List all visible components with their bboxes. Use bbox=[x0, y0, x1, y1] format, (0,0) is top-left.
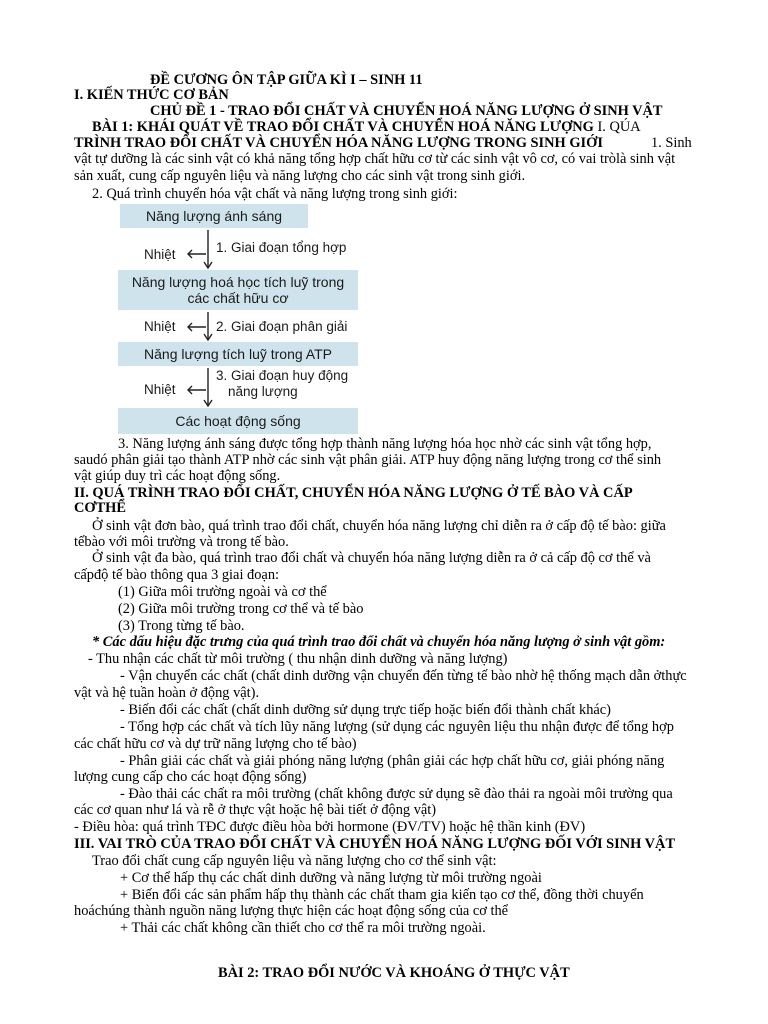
stage3-line: 3. Giai đoạn huy động bbox=[216, 368, 349, 383]
section2-heading: II. QUÁ TRÌNH TRAO ĐỔI CHẤT, CHUYỂN HÓA NĂNG LƯỢNG Ở TẾ BÀO VÀ CẤP bbox=[74, 485, 633, 501]
section2-para: Ở sinh vật đa bào, quá trình trao đổi chất và chuyển hóa năng lượng diễn ra ở cả cấp độ cơ thể và bbox=[92, 550, 651, 566]
para1-line: sản xuất, cung cấp nguyên liệu và năng lượng cho các sinh vật trong sinh giới. bbox=[74, 168, 526, 184]
lesson1-title: BÀI 1: KHÁI QUÁT VỀ TRAO ĐỔI CHẤT VÀ CHUYỂN HOÁ NĂNG LƯỢNG bbox=[92, 119, 594, 135]
energy-flow-diagram bbox=[118, 202, 358, 434]
sign-item: các cơ quan như lá và rễ ở thực vật hoặc hệ bài tiết ở động vật) bbox=[74, 802, 437, 818]
stage-item: (1) Giữa môi trường ngoài và cơ thể bbox=[118, 584, 327, 600]
lesson2-heading: BÀI 2: TRAO ĐỔI NƯỚC VÀ KHOÁNG Ở THỰC VẬT bbox=[218, 965, 570, 981]
section2-heading-cont: CƠTHỂ bbox=[74, 500, 126, 516]
topic-heading: CHỦ ĐỀ 1 - TRAO ĐỔI CHẤT VÀ CHUYỂN HOÁ NĂNG LƯỢNG Ở SINH VẬT bbox=[150, 103, 663, 119]
sign-item: - Phân giải các chất và giải phóng năng lượng (phân giải các hợp chất hữu cơ, giải phóng năng bbox=[120, 753, 665, 769]
stage3-line: năng lượng bbox=[228, 384, 298, 399]
section2-para: tếbào với môi trường và trong tế bào. bbox=[74, 534, 289, 550]
section2-para: cấpđộ tế bào thông qua 3 giai đoạn: bbox=[74, 567, 280, 583]
sign-item: - Biến đổi các chất (chất dinh dưỡng sử dụng trực tiếp hoặc biến đổi thành chất khác) bbox=[120, 702, 611, 718]
diagram-arrows bbox=[118, 202, 358, 434]
box-light-energy: Năng lượng ánh sáng bbox=[120, 204, 308, 228]
sign-item: - Điều hòa: quá trình TĐC được điều hòa bởi hormone (ĐV/TV) hoặc hệ thần kinh (ĐV) bbox=[74, 819, 586, 835]
lesson1-heading-line bbox=[92, 119, 728, 136]
part-heading: I. KIẾN THỨC CƠ BẢN bbox=[74, 87, 229, 103]
sign-item: - Tổng hợp các chất và tích lũy năng lượng (sử dụng các nguyên liệu thu nhận được để tổng hợp bbox=[120, 719, 674, 735]
box-life-activities: Các hoạt động sống bbox=[118, 408, 358, 434]
role-item: + Biến đổi các sản phẩm hấp thụ thành các chất tham gia kiến tạo cơ thể, đồng thời chuyển bbox=[120, 887, 644, 903]
stage-item: (2) Giữa môi trường trong cơ thể và tế bào bbox=[118, 601, 364, 617]
heat-label: Nhiệt bbox=[144, 247, 176, 262]
role-intro: Trao đổi chất cung cấp nguyên liệu và năng lượng cho cơ thể sinh vật: bbox=[92, 853, 497, 869]
sign-item: lượng cung cấp cho các hoạt động sống) bbox=[74, 769, 307, 785]
section3-heading: III. VAI TRÒ CỦA TRAO ĐỔI CHẤT VÀ CHUYỂN HOÁ NĂNG LƯỢNG ĐỐI VỚI SINH VẬT bbox=[74, 836, 676, 852]
section1-title: TRÌNH TRAO ĐỔI CHẤT VÀ CHUYỂN HÓA NĂNG LƯỢNG TRONG SINH GIỚI bbox=[74, 135, 603, 151]
sign-item: - Vận chuyển các chất (chất dinh dưỡng vận chuyển đến từng tế bào nhờ hệ thống mạch dẫn ởthực bbox=[120, 668, 687, 684]
para1-line: vật tự dưỡng là các sinh vật có khả năng tổng hợp chất hữu cơ từ các sinh vật vô cơ, có vai tròlà sinh vật bbox=[74, 151, 676, 167]
stage2-label: 2. Giai đoạn phân giải bbox=[216, 319, 348, 334]
box-atp-energy: Năng lượng tích luỹ trong ATP bbox=[118, 342, 358, 366]
heat-label: Nhiệt bbox=[144, 382, 176, 397]
stage1-label: 1. Giai đoạn tổng hợp bbox=[216, 240, 347, 255]
sign-item: - Thu nhận các chất từ môi trường ( thu nhận dinh dưỡng và năng lượng) bbox=[88, 651, 508, 667]
sign-item: các chất hữu cơ và dự trữ năng lượng cho tế bào) bbox=[74, 736, 357, 752]
sign-item: - Đào thải các chất ra môi trường (chất không được sử dụng sẽ đào thải ra ngoài môi trường qua bbox=[120, 786, 673, 802]
para1-start: 1. Sinh bbox=[650, 135, 692, 151]
sign-item: vật và hệ tuần hoàn ở động vật). bbox=[74, 685, 260, 701]
role-item: + Cơ thể hấp thụ các chất dinh dưỡng và năng lượng từ môi trường ngoài bbox=[120, 870, 542, 886]
role-item: hoáchúng thành nguồn năng lượng thực hiện các hoạt động sống của cơ thể bbox=[74, 903, 509, 919]
heat-label: Nhiệt bbox=[144, 319, 176, 334]
section1-number: I. QÚA bbox=[597, 119, 641, 135]
box2-line: Năng lượng hoá học tích luỹ trong bbox=[131, 274, 345, 290]
section1-heading-line bbox=[74, 135, 728, 152]
stage-item: (3) Trong từng tế bào. bbox=[118, 618, 245, 634]
section2-para: Ở sinh vật đơn bào, quá trình trao đổi chất, chuyển hóa năng lượng chỉ diễn ra ở cấp độ tế bào: giữa bbox=[92, 518, 666, 534]
para3-line: saudó phân giải tạo thành ATP nhờ các sinh vật phân giải. ATP huy động năng lượng trong cơ thể sinh bbox=[74, 452, 662, 468]
para3-line: vật giúp duy trì các hoạt động sống. bbox=[74, 468, 281, 484]
box2-line: các chất hữu cơ bbox=[187, 290, 289, 306]
role-item: + Thải các chất không cần thiết cho cơ thể ra môi trường ngoài. bbox=[120, 920, 486, 936]
para3-line: 3. Năng lượng ánh sáng được tổng hợp thành năng lượng hóa học nhờ các sinh vật tổng hợp, bbox=[118, 436, 652, 452]
doc-title: ĐỀ CƯƠNG ÔN TẬP GIỮA KÌ I – SINH 11 bbox=[150, 72, 423, 88]
signs-heading: * Các dấu hiệu đặc trưng của quá trình trao đổi chất và chuyển hóa năng lượng ở sinh vật gồm: bbox=[92, 634, 666, 650]
para2: 2. Quá trình chuyển hóa vật chất và năng lượng trong sinh giới: bbox=[92, 186, 458, 202]
